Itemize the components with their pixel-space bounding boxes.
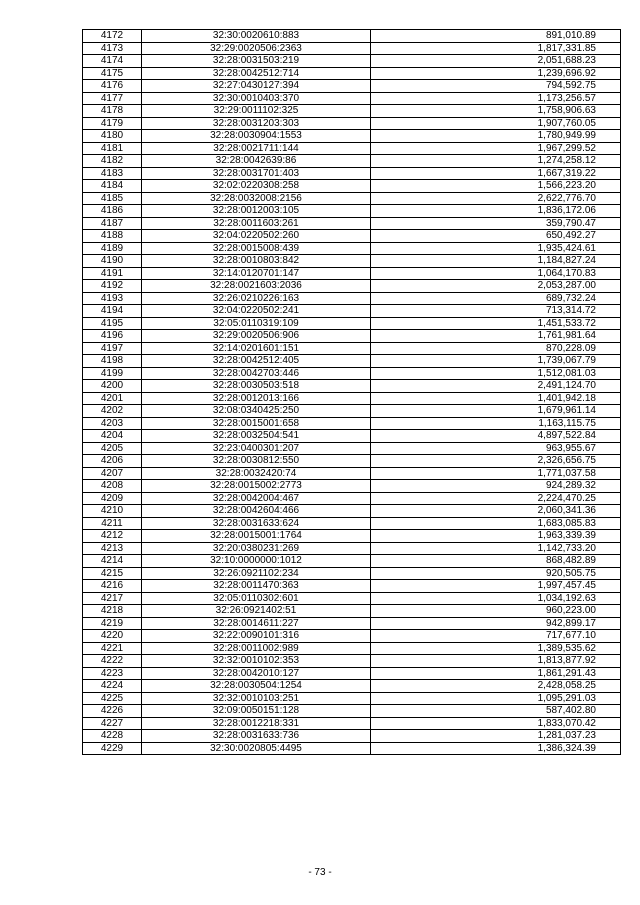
table-row [83,442,621,455]
value-cell: 1,771,037.58 [371,467,621,480]
value-cell: 1,095,291.03 [371,692,621,705]
cadastral-number-cell: 32:28:0032008:2156 [142,192,371,205]
cadastral-number-cell: 32:28:0042639:86 [142,155,371,168]
table-row [83,367,621,380]
table-row [83,380,621,393]
row-number-cell: 4222 [83,655,142,668]
cadastral-number-cell: 32:02:0220308:258 [142,180,371,193]
row-number-cell: 4221 [83,642,142,655]
cadastral-number-cell: 32:29:0020506:906 [142,330,371,343]
cadastral-number-cell: 32:28:0031203:303 [142,117,371,130]
value-cell: 1,861,291.43 [371,667,621,680]
table-row [83,130,621,143]
row-number-cell: 4201 [83,392,142,405]
value-cell: 1,386,324.39 [371,742,621,755]
value-cell: 1,389,535.62 [371,642,621,655]
table-row [83,705,621,718]
value-cell: 1,142,733.20 [371,542,621,555]
table-row [83,667,621,680]
value-cell: 1,679,961.14 [371,405,621,418]
cadastral-number-cell: 32:28:0010803:842 [142,255,371,268]
value-cell: 2,622,776.70 [371,192,621,205]
value-cell: 1,683,085.83 [371,517,621,530]
row-number-cell: 4225 [83,692,142,705]
cadastral-number-cell: 32:28:0011002:989 [142,642,371,655]
row-number-cell: 4180 [83,130,142,143]
table-row [83,505,621,518]
table-row [83,180,621,193]
cadastral-number-cell: 32:20:0380231:269 [142,542,371,555]
row-number-cell: 4207 [83,467,142,480]
row-number-cell: 4181 [83,142,142,155]
row-number-cell: 4195 [83,317,142,330]
cadastral-number-cell: 32:29:0011102:325 [142,105,371,118]
value-cell: 2,053,287.00 [371,280,621,293]
row-number-cell: 4172 [83,30,142,43]
table-row [83,567,621,580]
row-number-cell: 4215 [83,567,142,580]
value-cell: 891,010.89 [371,30,621,43]
table-row [83,680,621,693]
value-cell: 794,592.75 [371,80,621,93]
cadastral-number-cell: 32:23:0400301:207 [142,442,371,455]
value-cell: 4,897,522.84 [371,430,621,443]
row-number-cell: 4229 [83,742,142,755]
table-row [83,605,621,618]
table-row [83,580,621,593]
value-cell: 924,289.32 [371,480,621,493]
table-row [83,417,621,430]
row-number-cell: 4217 [83,592,142,605]
row-number-cell: 4188 [83,230,142,243]
row-number-cell: 4205 [83,442,142,455]
table-row [83,217,621,230]
value-cell: 942,899.17 [371,617,621,630]
table-row [83,692,621,705]
row-number-cell: 4200 [83,380,142,393]
cadastral-number-cell: 32:28:0042004:467 [142,492,371,505]
cadastral-number-cell: 32:05:0110302:601 [142,592,371,605]
row-number-cell: 4176 [83,80,142,93]
cadastral-number-cell: 32:28:0031633:624 [142,517,371,530]
table-row [83,55,621,68]
table-row [83,655,621,668]
row-number-cell: 4199 [83,367,142,380]
row-number-cell: 4216 [83,580,142,593]
value-cell: 1,281,037.23 [371,730,621,743]
cadastral-number-cell: 32:28:0031503:219 [142,55,371,68]
row-number-cell: 4223 [83,667,142,680]
row-number-cell: 4228 [83,730,142,743]
cadastral-number-cell: 32:04:0220502:260 [142,230,371,243]
cadastral-number-cell: 32:28:0015001:1764 [142,530,371,543]
cadastral-number-cell: 32:10:0000000:1012 [142,555,371,568]
value-cell: 1,667,319.22 [371,167,621,180]
table-row [83,167,621,180]
cadastral-number-cell: 32:28:0012003:105 [142,205,371,218]
table-row [83,92,621,105]
table-row [83,67,621,80]
row-number-cell: 4213 [83,542,142,555]
cadastral-number-cell: 32:22:0090101:316 [142,630,371,643]
cadastral-number-cell: 32:04:0220502:241 [142,305,371,318]
value-cell: 1,034,192.63 [371,592,621,605]
table-row [83,30,621,43]
value-cell: 650,492.27 [371,230,621,243]
cadastral-number-cell: 32:27:0430127:394 [142,80,371,93]
row-number-cell: 4179 [83,117,142,130]
cadastral-number-cell: 32:28:0021711:144 [142,142,371,155]
value-cell: 1,401,942.18 [371,392,621,405]
table-row [83,305,621,318]
row-number-cell: 4206 [83,455,142,468]
row-number-cell: 4187 [83,217,142,230]
row-number-cell: 4197 [83,342,142,355]
row-number-cell: 4173 [83,42,142,55]
table-row [83,542,621,555]
table-row [83,255,621,268]
row-number-cell: 4214 [83,555,142,568]
row-number-cell: 4194 [83,305,142,318]
value-cell: 1,184,827.24 [371,255,621,268]
value-cell: 1,836,172.06 [371,205,621,218]
row-number-cell: 4210 [83,505,142,518]
table-row [83,155,621,168]
table-row [83,142,621,155]
value-cell: 1,512,081.03 [371,367,621,380]
table-row [83,342,621,355]
cadastral-number-cell: 32:28:0030503:518 [142,380,371,393]
table-row [83,42,621,55]
row-number-cell: 4227 [83,717,142,730]
cadastral-number-cell: 32:14:0201601:151 [142,342,371,355]
row-number-cell: 4220 [83,630,142,643]
row-number-cell: 4182 [83,155,142,168]
value-cell: 1,173,256.57 [371,92,621,105]
value-cell: 1,239,696.92 [371,67,621,80]
value-cell: 1,274,258.12 [371,155,621,168]
value-cell: 2,051,688.23 [371,55,621,68]
row-number-cell: 4193 [83,292,142,305]
value-cell: 1,566,223.20 [371,180,621,193]
row-number-cell: 4196 [83,330,142,343]
value-cell: 717,677.10 [371,630,621,643]
table-row [83,530,621,543]
table-row [83,105,621,118]
table-row [83,467,621,480]
table-row [83,642,621,655]
table-row [83,630,621,643]
cadastral-number-cell: 32:28:0031701:403 [142,167,371,180]
value-cell: 2,060,341.36 [371,505,621,518]
row-number-cell: 4183 [83,167,142,180]
value-cell: 1,739,067.79 [371,355,621,368]
table-row [83,480,621,493]
value-cell: 1,963,339.39 [371,530,621,543]
row-number-cell: 4184 [83,180,142,193]
cadastral-number-cell: 32:28:0021603:2036 [142,280,371,293]
value-cell: 1,907,760.05 [371,117,621,130]
table-row [83,492,621,505]
table-row [83,117,621,130]
cadastral-number-cell: 32:28:0042604:466 [142,505,371,518]
value-cell: 2,224,470.25 [371,492,621,505]
row-number-cell: 4209 [83,492,142,505]
value-cell: 1,780,949.99 [371,130,621,143]
value-cell: 1,817,331.85 [371,42,621,55]
cadastral-number-cell: 32:28:0014611:227 [142,617,371,630]
cadastral-number-cell: 32:28:0015002:2773 [142,480,371,493]
cadastral-number-cell: 32:28:0030904:1553 [142,130,371,143]
cadastral-number-cell: 32:29:0020506:2363 [142,42,371,55]
value-cell: 1,761,981.64 [371,330,621,343]
row-number-cell: 4202 [83,405,142,418]
table-row [83,455,621,468]
cadastral-number-cell: 32:28:0042703:446 [142,367,371,380]
cadastral-number-cell: 32:32:0010103:251 [142,692,371,705]
value-cell: 2,326,656.75 [371,455,621,468]
row-number-cell: 4174 [83,55,142,68]
value-cell: 920,505.75 [371,567,621,580]
value-cell: 689,732.24 [371,292,621,305]
value-cell: 359,790.47 [371,217,621,230]
value-cell: 1,833,070.42 [371,717,621,730]
table-row [83,317,621,330]
value-cell: 1,451,533.72 [371,317,621,330]
value-cell: 1,813,877.92 [371,655,621,668]
row-number-cell: 4211 [83,517,142,530]
row-number-cell: 4191 [83,267,142,280]
row-number-cell: 4198 [83,355,142,368]
row-number-cell: 4175 [83,67,142,80]
page-number: - 73 - [308,867,332,878]
row-number-cell: 4219 [83,617,142,630]
cadastral-number-cell: 32:28:0032504:541 [142,430,371,443]
value-cell: 2,428,058.25 [371,680,621,693]
table-row [83,267,621,280]
row-number-cell: 4178 [83,105,142,118]
cadastral-number-cell: 32:28:0015008:439 [142,242,371,255]
cadastral-number-cell: 32:28:0012013:166 [142,392,371,405]
cadastral-number-cell: 32:26:0921402:51 [142,605,371,618]
cadastral-number-cell: 32:26:0210226:163 [142,292,371,305]
table-row [83,292,621,305]
value-cell: 1,758,906.63 [371,105,621,118]
row-number-cell: 4203 [83,417,142,430]
cadastral-number-cell: 32:05:0110319:109 [142,317,371,330]
table-row [83,205,621,218]
cadastral-number-cell: 32:28:0012218:331 [142,717,371,730]
table-row [83,555,621,568]
value-cell: 960,223.00 [371,605,621,618]
cadastral-number-cell: 32:26:0921102:234 [142,567,371,580]
table-row [83,230,621,243]
table-row [83,405,621,418]
cadastral-number-cell: 32:30:0020610:883 [142,30,371,43]
cadastral-number-cell: 32:08:0340425:250 [142,405,371,418]
table-row [83,192,621,205]
row-number-cell: 4226 [83,705,142,718]
row-number-cell: 4177 [83,92,142,105]
table-row [83,330,621,343]
row-number-cell: 4189 [83,242,142,255]
table-row [83,742,621,755]
row-number-cell: 4208 [83,480,142,493]
cadastral-number-cell: 32:28:0031633:736 [142,730,371,743]
table-row [83,730,621,743]
cadastral-number-cell: 32:30:0020805:4495 [142,742,371,755]
value-cell: 1,163,115.75 [371,417,621,430]
value-cell: 713,314.72 [371,305,621,318]
cadastral-number-cell: 32:28:0032420:74 [142,467,371,480]
cadastral-number-cell: 32:28:0042512:405 [142,355,371,368]
value-cell: 1,997,457.45 [371,580,621,593]
cadastral-number-cell: 32:28:0042010:127 [142,667,371,680]
cadastral-number-cell: 32:28:0030504:1254 [142,680,371,693]
cadastral-number-cell: 32:32:0010102:353 [142,655,371,668]
row-number-cell: 4192 [83,280,142,293]
table-row [83,355,621,368]
value-cell: 868,482.89 [371,555,621,568]
table-row [83,242,621,255]
value-cell: 1,064,170.83 [371,267,621,280]
row-number-cell: 4185 [83,192,142,205]
value-cell: 1,935,424.61 [371,242,621,255]
cadastral-number-cell: 32:28:0015001:658 [142,417,371,430]
table-row [83,392,621,405]
table-row [83,592,621,605]
row-number-cell: 4190 [83,255,142,268]
table-row [83,717,621,730]
row-number-cell: 4218 [83,605,142,618]
value-cell: 587,402.80 [371,705,621,718]
row-number-cell: 4204 [83,430,142,443]
cadastral-number-cell: 32:28:0030812:550 [142,455,371,468]
value-cell: 1,967,299.52 [371,142,621,155]
cadastral-number-cell: 32:28:0042512:714 [142,67,371,80]
cadastral-number-cell: 32:09:0050151:128 [142,705,371,718]
table-row [83,430,621,443]
row-number-cell: 4186 [83,205,142,218]
row-number-cell: 4224 [83,680,142,693]
cadastral-number-cell: 32:14:0120701:147 [142,267,371,280]
row-number-cell: 4212 [83,530,142,543]
value-cell: 963,955.67 [371,442,621,455]
table-row [83,80,621,93]
table-row [83,280,621,293]
data-table [82,29,621,755]
table-row [83,517,621,530]
table-row [83,617,621,630]
value-cell: 870,228.09 [371,342,621,355]
cadastral-number-cell: 32:28:0011470:363 [142,580,371,593]
table-body [83,30,621,755]
value-cell: 2,491,124.70 [371,380,621,393]
cadastral-number-cell: 32:28:0011603:261 [142,217,371,230]
cadastral-number-cell: 32:30:0010403:370 [142,92,371,105]
